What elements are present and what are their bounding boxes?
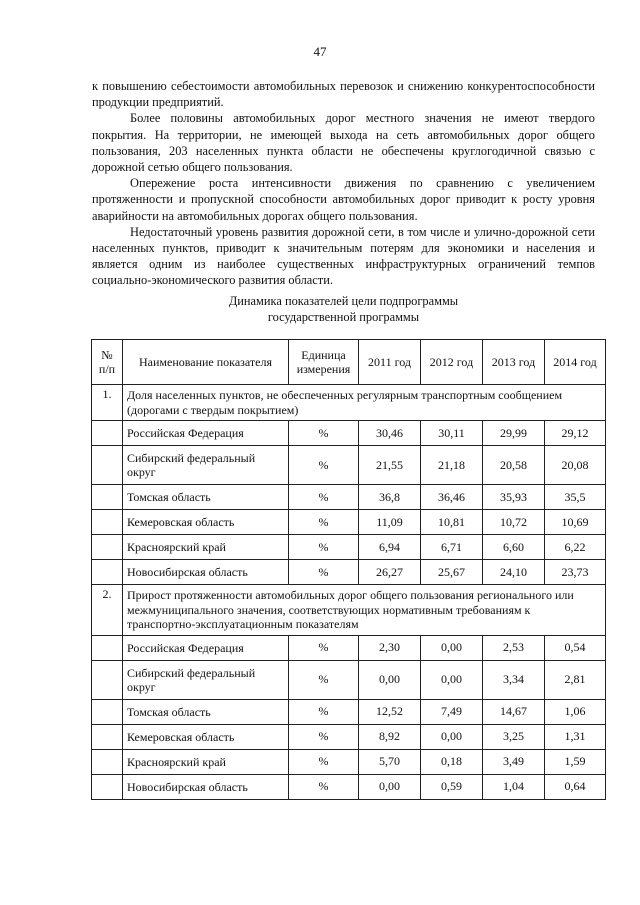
value-2012: 0,00 bbox=[421, 660, 483, 699]
value-2014: 29,12 bbox=[545, 421, 606, 446]
value-2014: 1,06 bbox=[545, 699, 606, 724]
paragraph-4: Недостаточный уровень развития дорожной сети, в том числе и улично-дорожной сети населенных пунктов, приводит к значительным потерям для экономики и населения и является одним из наиболее существенных инфраструктурных ограничений темпов социально-экономического развития области. bbox=[92, 224, 595, 288]
section-row-1 bbox=[92, 385, 606, 421]
value-2014: 10,69 bbox=[545, 510, 606, 535]
row-num-cell bbox=[92, 421, 123, 446]
row-num-cell bbox=[92, 699, 123, 724]
value-2011: 6,94 bbox=[359, 535, 421, 560]
value-2013: 6,60 bbox=[483, 535, 545, 560]
header-2011: 2011 год bbox=[359, 340, 421, 385]
value-2011: 2,30 bbox=[359, 635, 421, 660]
value-2012: 36,46 bbox=[421, 485, 483, 510]
table-title bbox=[92, 294, 595, 325]
header-2013: 2013 год bbox=[483, 340, 545, 385]
table-row bbox=[92, 660, 606, 699]
region-name: Кемеровская область bbox=[123, 724, 289, 749]
row-num-cell bbox=[92, 485, 123, 510]
value-2011: 11,09 bbox=[359, 510, 421, 535]
value-2013: 3,34 bbox=[483, 660, 545, 699]
region-name: Томская область bbox=[123, 699, 289, 724]
table-row bbox=[92, 699, 606, 724]
table-row bbox=[92, 749, 606, 774]
header-num-line-2: п/п bbox=[98, 362, 116, 376]
value-2013: 29,99 bbox=[483, 421, 545, 446]
value-2013: 2,53 bbox=[483, 635, 545, 660]
value-2013: 35,93 bbox=[483, 485, 545, 510]
value-2011: 12,52 bbox=[359, 699, 421, 724]
table-row bbox=[92, 560, 606, 585]
unit-cell: % bbox=[289, 699, 359, 724]
value-2011: 0,00 bbox=[359, 774, 421, 799]
region-name: Красноярский край bbox=[123, 749, 289, 774]
value-2012: 6,71 bbox=[421, 535, 483, 560]
table-row bbox=[92, 446, 606, 485]
table-row bbox=[92, 724, 606, 749]
header-num bbox=[92, 340, 123, 385]
region-name: Новосибирская область bbox=[123, 560, 289, 585]
region-name: Сибирский федеральный округ bbox=[123, 660, 289, 699]
paragraph-2: Более половины автомобильных дорог местного значения не имеют твердого покрытия. На территории, не имеющей выхода на сеть автомобильных дорог общего пользования, 203 населенных пункта области не обеспечены круглогодичной связью с дорожной сетью общего пользования. bbox=[92, 111, 595, 175]
section-number: 2. bbox=[92, 585, 123, 636]
value-2011: 26,27 bbox=[359, 560, 421, 585]
section-title: Доля населенных пунктов, не обеспеченных регулярным транспортным сообщением (дорогами с твердым покрытием) bbox=[123, 385, 606, 421]
row-num-cell bbox=[92, 774, 123, 799]
unit-cell: % bbox=[289, 421, 359, 446]
row-num-cell bbox=[92, 749, 123, 774]
value-2011: 36,8 bbox=[359, 485, 421, 510]
value-2012: 10,81 bbox=[421, 510, 483, 535]
row-num-cell bbox=[92, 635, 123, 660]
table-row bbox=[92, 485, 606, 510]
region-name: Новосибирская область bbox=[123, 774, 289, 799]
unit-cell: % bbox=[289, 446, 359, 485]
page-number: 47 bbox=[313, 44, 327, 59]
value-2013: 20,58 bbox=[483, 446, 545, 485]
value-2014: 0,64 bbox=[545, 774, 606, 799]
value-2013: 3,25 bbox=[483, 724, 545, 749]
row-num-cell bbox=[92, 535, 123, 560]
region-name: Российская Федерация bbox=[123, 635, 289, 660]
table-title-line-1: Динамика показателей цели подпрограммы bbox=[228, 294, 459, 308]
paragraph-1: к повышению себестоимости автомобильных перевозок и снижению конкурентоспособности продукции предприятий. bbox=[92, 79, 595, 110]
value-2012: 25,67 bbox=[421, 560, 483, 585]
table-row bbox=[92, 510, 606, 535]
value-2014: 2,81 bbox=[545, 660, 606, 699]
section-number: 1. bbox=[92, 385, 123, 421]
value-2011: 0,00 bbox=[359, 660, 421, 699]
value-2014: 0,54 bbox=[545, 635, 606, 660]
unit-cell: % bbox=[289, 660, 359, 699]
value-2014: 23,73 bbox=[545, 560, 606, 585]
header-unit-line-1: Единица bbox=[301, 348, 346, 362]
region-name: Томская область bbox=[123, 485, 289, 510]
unit-cell: % bbox=[289, 635, 359, 660]
row-num-cell bbox=[92, 510, 123, 535]
section-title: Прирост протяженности автомобильных дорог общего пользования регионального или межмуниципального значения, соответствующих нормативным требованиям к транспортно-эксплуатационным показателям bbox=[123, 585, 606, 636]
value-2014: 20,08 bbox=[545, 446, 606, 485]
unit-cell: % bbox=[289, 510, 359, 535]
value-2013: 14,67 bbox=[483, 699, 545, 724]
value-2012: 0,59 bbox=[421, 774, 483, 799]
value-2012: 0,00 bbox=[421, 724, 483, 749]
unit-cell: % bbox=[289, 535, 359, 560]
indicators-table bbox=[91, 339, 606, 800]
value-2013: 24,10 bbox=[483, 560, 545, 585]
row-num-cell bbox=[92, 724, 123, 749]
body-text bbox=[92, 78, 595, 289]
value-2013: 3,49 bbox=[483, 749, 545, 774]
table-row bbox=[92, 421, 606, 446]
region-name: Кемеровская область bbox=[123, 510, 289, 535]
row-num-cell bbox=[92, 660, 123, 699]
value-2013: 10,72 bbox=[483, 510, 545, 535]
value-2012: 30,11 bbox=[421, 421, 483, 446]
unit-cell: % bbox=[289, 485, 359, 510]
value-2011: 21,55 bbox=[359, 446, 421, 485]
table-row bbox=[92, 774, 606, 799]
row-num-cell bbox=[92, 560, 123, 585]
value-2012: 0,00 bbox=[421, 635, 483, 660]
value-2013: 1,04 bbox=[483, 774, 545, 799]
table-row bbox=[92, 635, 606, 660]
unit-cell: % bbox=[289, 560, 359, 585]
header-2012: 2012 год bbox=[421, 340, 483, 385]
row-num-cell bbox=[92, 446, 123, 485]
table-row bbox=[92, 535, 606, 560]
value-2011: 30,46 bbox=[359, 421, 421, 446]
header-2014: 2014 год bbox=[545, 340, 606, 385]
header-unit-line-2: измерения bbox=[296, 362, 351, 376]
value-2011: 5,70 bbox=[359, 749, 421, 774]
region-name: Сибирский федеральный округ bbox=[123, 446, 289, 485]
table-header-row bbox=[92, 340, 606, 385]
value-2014: 1,31 bbox=[545, 724, 606, 749]
region-name: Российская Федерация bbox=[123, 421, 289, 446]
unit-cell: % bbox=[289, 749, 359, 774]
value-2014: 6,22 bbox=[545, 535, 606, 560]
value-2012: 7,49 bbox=[421, 699, 483, 724]
value-2012: 0,18 bbox=[421, 749, 483, 774]
paragraph-3: Опережение роста интенсивности движения по сравнению с увеличением протяженности и пропускной способности автомобильных дорог приводит к росту уровня аварийности на автомобильных дорогах общего пользования. bbox=[92, 176, 595, 223]
value-2014: 35,5 bbox=[545, 485, 606, 510]
unit-cell: % bbox=[289, 724, 359, 749]
unit-cell: % bbox=[289, 774, 359, 799]
value-2011: 8,92 bbox=[359, 724, 421, 749]
header-name: Наименование показателя bbox=[123, 340, 289, 385]
value-2012: 21,18 bbox=[421, 446, 483, 485]
header-num-line-1: № bbox=[101, 348, 113, 362]
table-title-line-2: государственной программы bbox=[267, 309, 420, 324]
header-unit bbox=[289, 340, 359, 385]
region-name: Красноярский край bbox=[123, 535, 289, 560]
value-2014: 1,59 bbox=[545, 749, 606, 774]
section-row-2 bbox=[92, 585, 606, 636]
